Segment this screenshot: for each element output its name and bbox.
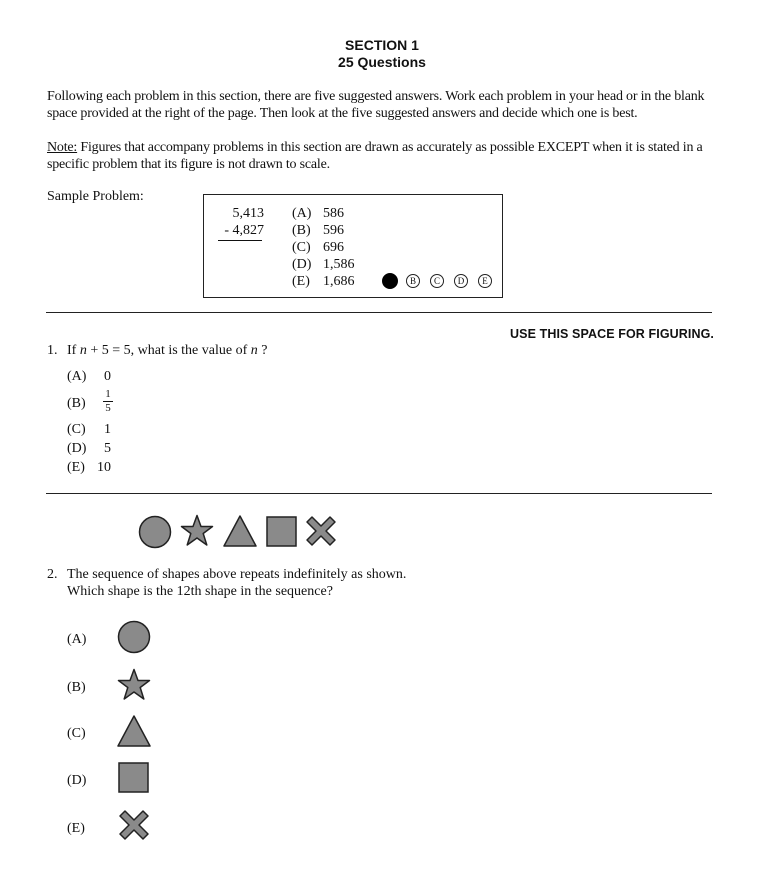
- triangle-icon: [116, 714, 152, 748]
- q2-number: 2.: [47, 567, 58, 582]
- q1-choice-value: 1: [104, 422, 111, 437]
- note-text: Figures that accompany problems in this section are drawn as accurately as possible EXCEPT when it is stated in a specific problem that its figure is not drawn to scale.: [47, 140, 703, 172]
- sample-choice-value: 1,686: [323, 274, 355, 289]
- q1-choice-letter: (A): [67, 369, 87, 384]
- note-paragraph: [47, 139, 717, 173]
- q2-choice-letter: (D): [67, 773, 87, 788]
- sample-minuend: 5,413: [232, 206, 264, 221]
- circle-icon: [117, 620, 151, 654]
- fraction-denominator: 5: [105, 402, 111, 414]
- sample-choice-letter: (B): [292, 223, 311, 238]
- instructions-text: Following each problem in this section, there are five suggested answers. Work each problem in your head or in the blank space provided at the right of the page. Then look at the five suggested answers and decide which one is best.: [47, 89, 705, 121]
- q1-choice-value: 10: [97, 460, 111, 475]
- answer-bubble[interactable]: E: [478, 274, 492, 288]
- square-icon: [118, 762, 150, 794]
- q1-choice-letter: (C): [67, 422, 86, 437]
- q2-choice-letter: (E): [67, 821, 85, 836]
- q2-choice-letter: (C): [67, 726, 86, 741]
- q2-choice-letter: (B): [67, 680, 86, 695]
- q1-choice-letter: (E): [67, 460, 85, 475]
- q1-choice-fraction: [103, 389, 113, 414]
- sample-choice-value: 586: [323, 206, 344, 221]
- answer-bubble-filled[interactable]: [382, 273, 398, 289]
- answer-bubble[interactable]: B: [406, 274, 420, 288]
- q1-choice-letter: (D): [67, 441, 87, 456]
- sample-choice-letter: (A): [292, 206, 312, 221]
- sample-problem-label: Sample Problem:: [47, 189, 144, 204]
- section-title: SECTION 1: [345, 37, 419, 53]
- sample-choice-value: 1,586: [323, 257, 355, 272]
- answer-bubble[interactable]: C: [430, 274, 444, 288]
- circle-icon: [138, 515, 172, 549]
- q1-choice-value: 5: [104, 441, 111, 456]
- q1-choice-letter: (B): [67, 396, 86, 411]
- section-question-count: 25 Questions: [338, 54, 426, 70]
- triangle-icon: [222, 514, 258, 548]
- sample-subtrahend: - 4,827: [224, 223, 264, 238]
- note-label: Note:: [47, 140, 78, 155]
- x-icon: [305, 515, 337, 547]
- sample-choice-value: 696: [323, 240, 344, 255]
- fraction-numerator: 1: [105, 388, 111, 400]
- sample-sum-line: [218, 240, 262, 241]
- divider: [46, 312, 712, 313]
- divider: [46, 493, 712, 494]
- q2-stem-line2: Which shape is the 12th shape in the sequence?: [67, 584, 333, 599]
- q2-stem-line1: The sequence of shapes above repeats indefinitely as shown.: [67, 567, 407, 582]
- sample-choice-letter: (E): [292, 274, 310, 289]
- q1-choice-value: 0: [104, 369, 111, 384]
- sample-choice-letter: (C): [292, 240, 311, 255]
- sample-choice-letter: (D): [292, 257, 312, 272]
- q1-number: 1.: [47, 343, 58, 358]
- x-icon: [118, 809, 150, 841]
- sample-choice-value: 596: [323, 223, 344, 238]
- figuring-space-label: USE THIS SPACE FOR FIGURING.: [510, 327, 714, 341]
- q2-choice-letter: (A): [67, 632, 87, 647]
- star-icon: [117, 668, 151, 702]
- q1-stem: If n + 5 = 5, what is the value of n ?: [67, 343, 268, 358]
- answer-bubble[interactable]: D: [454, 274, 468, 288]
- square-icon: [266, 516, 298, 548]
- star-icon: [180, 514, 214, 548]
